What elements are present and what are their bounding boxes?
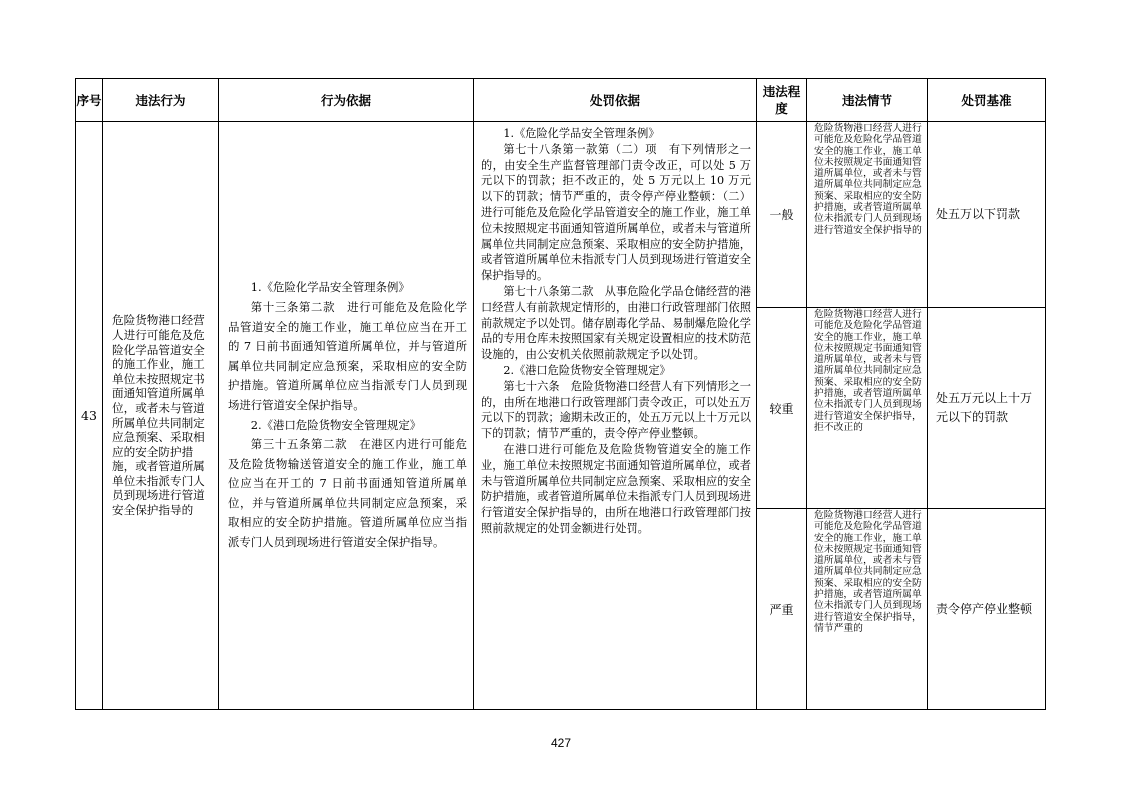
header-seq: 序号: [76, 79, 103, 122]
circumstance-general: 危险货物港口经营人进行可能危及危险化学品管道安全的施工作业，施工单位未按照规定书面通知管道所属单位，或者未与管道所属单位共同制定应急预案、采取相应的安全防护措施，或者管道所属单位未指派专门人员到现场进行管道安全保护指导的: [807, 122, 928, 308]
page-number: 427: [550, 736, 572, 750]
row-penalty: [474, 122, 757, 710]
standard-general: 处五万以下罚款: [928, 122, 1046, 308]
standard-severe: 责令停产停业整顿: [928, 509, 1046, 710]
row-behavior: 危险货物港口经营人进行可能危及危险化学品管道安全的施工作业，施工单位未按照规定书面通知管道所属单位，或者未与管道所属单位共同制定应急预案、采取相应的安全防护措施，或者管道所属单位未指派专门人员到现场进行管道安全保护指导的: [103, 122, 219, 710]
basis-law-1-title: 1.《危险化学品安全管理条例》: [250, 280, 410, 295]
row-seq: 43: [76, 122, 103, 710]
header-basis: 行为依据: [219, 79, 474, 122]
penalty-clause-3: 第七十六条 危险货物港口经营人有下列情形之一的，由所在地港口行政管理部门责令改正，可以处五万元以下的罚款；逾期未改正的，处五万元以上十万元以下的罚款；情节严重的，责令停产停业整顿。: [481, 379, 751, 441]
standard-serious: 处五万元以上十万元以下的罚款: [928, 308, 1046, 509]
penalty-law-2-title: 2.《港口危险货物安全管理规定》: [503, 363, 671, 377]
penalty-table: [75, 78, 1046, 710]
circumstance-serious: 危险货物港口经营人进行可能危及危险化学品管道安全的施工作业，施工单位未按照规定书面通知管道所属单位，或者未与管道所属单位共同制定应急预案、采取相应的安全防护措施，或者管道所属单位未指派专门人员到现场进行管道安全保护指导，拒不改正的: [807, 308, 928, 509]
penalty-clause-1: 第七十八条第一款第（二）项 有下列情形之一的，由安全生产监督管理部门责令改正，可以处 5 万元以下的罚款；拒不改正的，处 5 万元以上 10 万元以下的罚款；情节严重的，责令停产停业整顿：（二）进行可能危及危险化学品管道安全的施工作业，施工单位未按照规定书面通知管道所属单位，或者未与管道所属单位共同制定应急预案、采取相应的安全防护措施，或者管道所属单位未指派专门人员到现场进行管道安全保护指导的。: [481, 142, 751, 283]
basis-law-2-clause: 第三十五条第二款 在港区内进行可能危及危险货物输送管道安全的施工作业，施工单位应当在开工的 7 日前书面通知管道所属单位，并与管道所属单位共同制定应急预案，采取相应的安全防护措施。管道所属单位应当指派专门人员到现场进行管道安全保护指导。: [228, 437, 467, 550]
basis-law-1-clause: 第十三条第二款 进行可能危及危险化学品管道安全的施工作业，施工单位应当在开工的 7 日前书面通知管道所属单位，并与管道所属单位共同制定应急预案，采取相应的安全防护措施。管道所属单位应当指派专门人员到现场进行管道安全保护指导。: [228, 299, 467, 412]
header-circumstance: 违法情节: [807, 79, 928, 122]
header-behavior: 违法行为: [103, 79, 219, 122]
header-standard: 处罚基准: [928, 79, 1046, 122]
penalty-law-1-title: 1.《危险化学品安全管理条例》: [503, 127, 660, 140]
header-row: [76, 79, 1046, 122]
table-row-level-1: [76, 122, 1046, 308]
degree-general: 一般: [757, 122, 807, 308]
header-degree: 违法程度: [757, 79, 807, 122]
penalty-clause-4: 在港口进行可能危及危险货物管道安全的施工作业，施工单位未按照规定书面通知管道所属单位，或者未与管道所属单位共同制定应急预案、采取相应的安全防护措施，或者管道所属单位未指派专门人员到现场进行管道安全保护指导的，由所在地港口行政管理部门按照前款规定的处罚金额进行处罚。: [481, 442, 751, 535]
header-penalty: 处罚依据: [474, 79, 757, 122]
row-basis: [219, 122, 474, 710]
basis-law-2-title: 2.《港口危险货物安全管理规定》: [250, 417, 422, 432]
degree-severe: 严重: [757, 509, 807, 710]
degree-serious: 较重: [757, 308, 807, 509]
penalty-clause-2: 第七十八条第二款 从事危险化学品仓储经营的港口经营人有前款规定情形的，由港口行政管理部门依照前款规定予以处罚。储存剧毒化学品、易制爆危险化学品的专用仓库未按照国家有关规定设置相应的技术防范设施的，由公安机关依照前款规定予以处罚。: [481, 284, 751, 362]
circumstance-severe: 危险货物港口经营人进行可能危及危险化学品管道安全的施工作业，施工单位未按照规定书面通知管道所属单位，或者未与管道所属单位共同制定应急预案、采取相应的安全防护措施，或者管道所属单位未指派专门人员到现场进行管道安全保护指导，情节严重的: [807, 509, 928, 710]
